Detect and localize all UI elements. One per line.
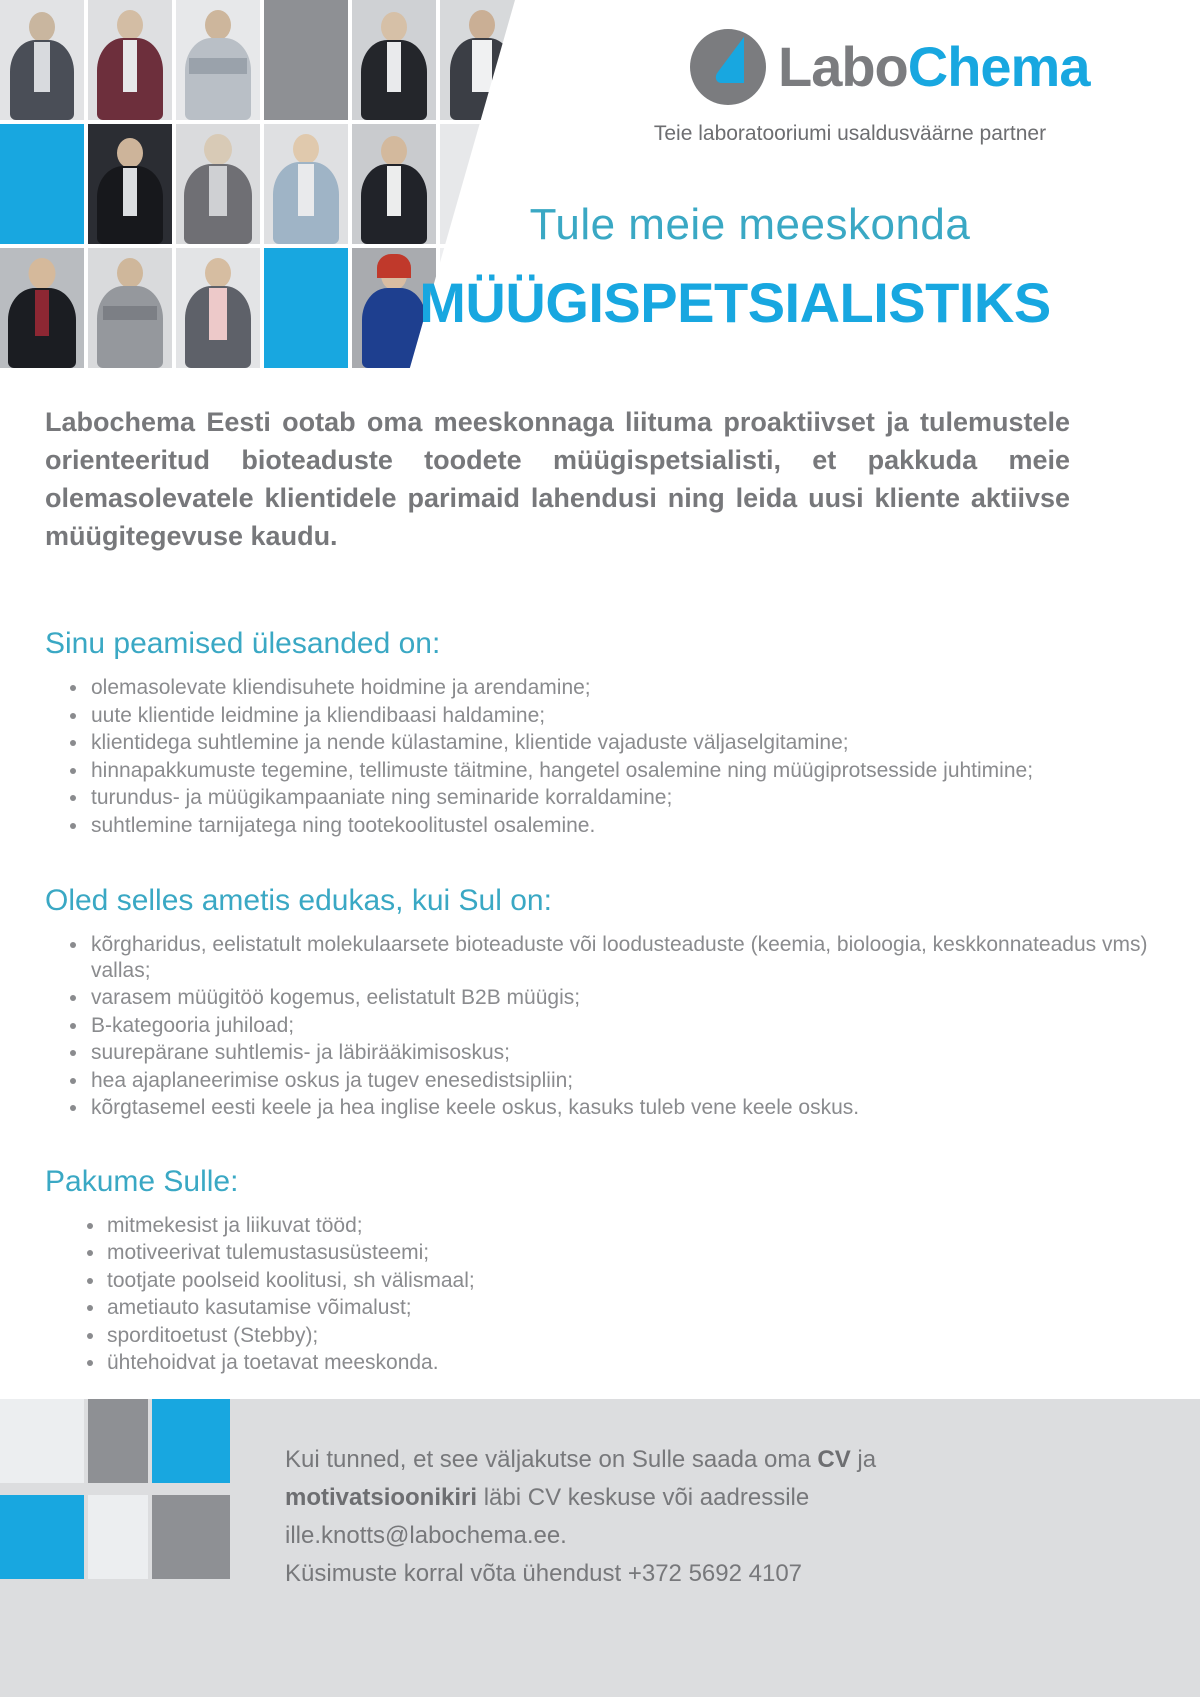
- footer-contact-text: [285, 1441, 1115, 1593]
- footer-line1-c: ja: [850, 1446, 877, 1473]
- list-item: kõrgtasemel eesti keele ja hea inglise keele oskus, kasuks tuleb vene keele oskus.: [45, 1095, 1155, 1121]
- logo-droplet-icon: [690, 29, 766, 105]
- headline-line-2: MÜÜGISPETSIALISTIKS: [419, 271, 1051, 334]
- list-item: olemasolevate kliendisuhete hoidmine ja arendamine;: [45, 675, 1155, 701]
- labochema-logo: [690, 24, 1090, 110]
- mosaic-photo: [352, 124, 436, 244]
- section-tasks: [45, 627, 1155, 838]
- list-item: tootjate poolseid koolitusi, sh välismaal;: [45, 1268, 1155, 1294]
- footer-tile-blue: [152, 1399, 230, 1483]
- mosaic-photo: [88, 124, 172, 244]
- mosaic-photo: [352, 0, 436, 120]
- footer-cv-bold: CV: [817, 1446, 851, 1473]
- list-item: hinnapakkumuste tegemine, tellimuste täitmine, hangetel osalemine ning müügiprotsesside juhtimine;: [45, 758, 1155, 784]
- requirements-list: [45, 932, 1155, 1121]
- list-item: sporditoetust (Stebby);: [45, 1323, 1155, 1349]
- section-heading-requirements: Oled selles ametis edukas, kui Sul on:: [45, 884, 552, 917]
- list-item: uute klientide leidmine ja kliendibaasi haldamine;: [45, 703, 1155, 729]
- list-item: B-kategooria juhiload;: [45, 1013, 1155, 1039]
- footer-motivation-bold: motivatsioonikiri: [285, 1484, 478, 1511]
- list-item: ühtehoidvat ja toetavat meeskonda.: [45, 1350, 1155, 1376]
- footer: [0, 1399, 1200, 1697]
- list-item: hea ajaplaneerimise oskus ja tugev enesedistsipliin;: [45, 1068, 1155, 1094]
- list-item: klientidega suhtlemine ja nende külastamine, klientide vajaduste väljaselgitamine;: [45, 730, 1155, 756]
- mosaic-photo: [0, 248, 84, 368]
- main-content: [0, 385, 1200, 1378]
- footer-email[interactable]: ille.knotts@labochema.ee.: [285, 1522, 567, 1549]
- header: [0, 0, 1200, 385]
- footer-tile-blue: [0, 1495, 84, 1579]
- list-item: motiveerivat tulemustasusüsteemi;: [45, 1240, 1155, 1266]
- list-item: suhtlemine tarnijatega ning tootekoolitustel osalemine.: [45, 813, 1155, 839]
- list-item: suurepärane suhtlemis- ja läbirääkimisoskus;: [45, 1040, 1155, 1066]
- footer-tile-gray: [152, 1495, 230, 1579]
- mosaic-photo: [176, 0, 260, 120]
- list-item: turundus- ja müügikampaaniate ning seminaride korraldamine;: [45, 785, 1155, 811]
- footer-tile-light: [88, 1495, 148, 1579]
- list-item: kõrgharidus, eelistatult molekulaarsete bioteaduste või loodusteaduste (keemia, bioloogia, keskkonnateadus vms) vallas;: [45, 932, 1155, 983]
- offer-list: [45, 1213, 1155, 1376]
- intro-paragraph: Labochema Eesti ootab oma meeskonnaga liituma proaktiivset ja tulemustele orienteeritud bioteaduste toodete müügispetsialisti, et pakkuda meie olemasolevatele klientidele parimaid lahendusi ning leida uusi kliente aktiivse müügitegevuse kaudu.: [45, 407, 1070, 551]
- mosaic-photo: [88, 248, 172, 368]
- section-offer: [45, 1165, 1155, 1376]
- footer-line1-a: Kui tunned, et see väljakutse on Sulle saada oma: [285, 1446, 818, 1473]
- logo-wordmark: [778, 32, 1090, 102]
- logo-text-labo: Labo: [778, 35, 908, 98]
- mosaic-photo: [264, 124, 348, 244]
- mosaic-block-gray: [264, 0, 348, 120]
- mosaic-block-blue: [0, 124, 84, 244]
- footer-line2-b: läbi CV keskuse või aadressile: [477, 1484, 810, 1511]
- tasks-list: [45, 675, 1155, 838]
- footer-tile-gray: [88, 1399, 148, 1483]
- footer-mosaic: [0, 1399, 230, 1697]
- mosaic-photo: [176, 248, 260, 368]
- list-item: varasem müügitöö kogemus, eelistatult B2B müügis;: [45, 985, 1155, 1011]
- mosaic-photo: [88, 0, 172, 120]
- footer-tile-light: [0, 1399, 84, 1483]
- list-item: mitmekesist ja liikuvat tööd;: [45, 1213, 1155, 1239]
- list-item: ametiauto kasutamise võimalust;: [45, 1295, 1155, 1321]
- section-requirements: [45, 884, 1155, 1121]
- mosaic-photo: [176, 124, 260, 244]
- mosaic-block-blue: [264, 248, 348, 368]
- section-heading-tasks: Sinu peamised ülesanded on:: [45, 627, 441, 660]
- company-tagline: Teie laboratooriumi usaldusväärne partner: [653, 122, 1047, 145]
- section-heading-offer: Pakume Sulle:: [45, 1164, 239, 1198]
- footer-phone[interactable]: Küsimuste korral võta ühendust +372 5692 4107: [285, 1560, 803, 1587]
- mosaic-photo: [0, 0, 84, 120]
- logo-text-chema: Chema: [907, 35, 1090, 98]
- headline-line-1: Tule meie meeskonda: [529, 200, 971, 249]
